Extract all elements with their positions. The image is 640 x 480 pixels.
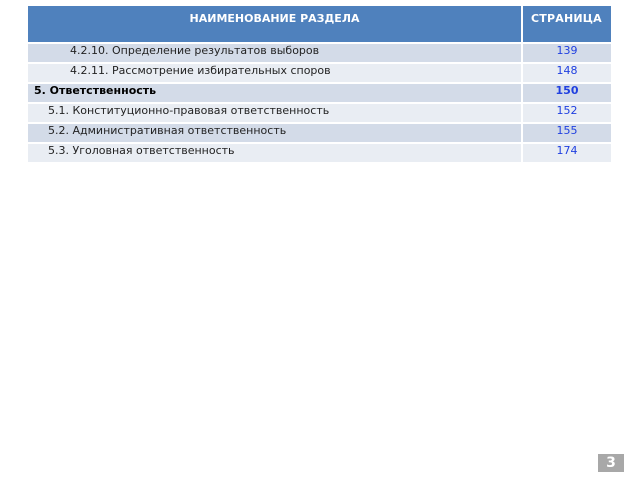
table-row bbox=[28, 103, 612, 123]
row-title: 5.3. Уголовная ответственность bbox=[28, 143, 522, 163]
row-title: 5. Ответственность bbox=[28, 83, 522, 103]
table-row bbox=[28, 63, 612, 83]
slide-number-badge: 3 bbox=[598, 454, 624, 472]
row-title: 5.1. Конституционно-правовая ответственность bbox=[28, 103, 522, 123]
row-page: 148 bbox=[522, 63, 612, 83]
row-page: 150 bbox=[522, 83, 612, 103]
row-page: 174 bbox=[522, 143, 612, 163]
table-row bbox=[28, 43, 612, 63]
table-row bbox=[28, 83, 612, 103]
contents-table bbox=[28, 6, 613, 164]
row-title: 4.2.10. Определение результатов выборов bbox=[28, 43, 522, 63]
row-title: 5.2. Административная ответственность bbox=[28, 123, 522, 143]
row-page: 152 bbox=[522, 103, 612, 123]
row-page: 155 bbox=[522, 123, 612, 143]
header-page: СТРАНИЦА bbox=[522, 6, 612, 43]
table-row bbox=[28, 143, 612, 163]
row-title: 4.2.11. Рассмотрение избирательных споров bbox=[28, 63, 522, 83]
table-header-row bbox=[28, 6, 612, 43]
row-page: 139 bbox=[522, 43, 612, 63]
table-row bbox=[28, 123, 612, 143]
header-section-name: НАИМЕНОВАНИЕ РАЗДЕЛА bbox=[28, 6, 522, 43]
